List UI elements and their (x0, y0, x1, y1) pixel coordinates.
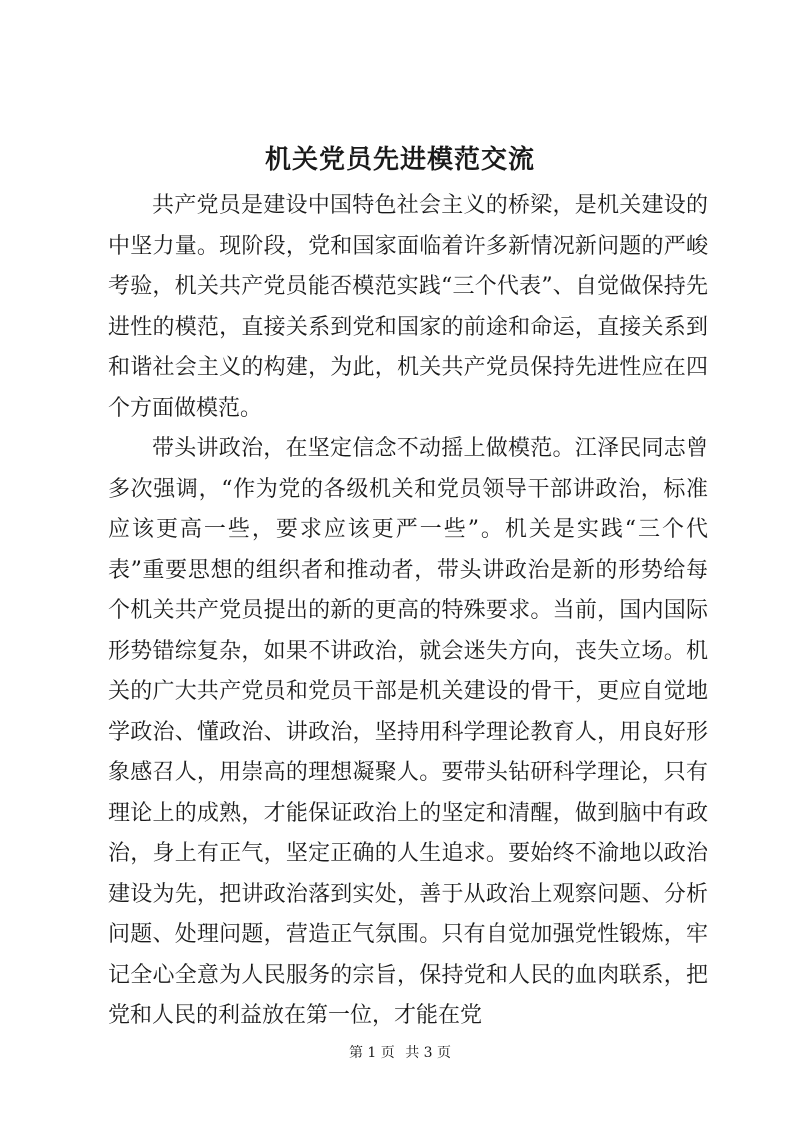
document-body (108, 186, 708, 1037)
paragraph: 共产党员是建设中国特色社会主义的桥梁，是机关建设的中坚力量。现阶段，党和国家面临着许多新情况新问题的严峻考验，机关共产党员能否模范实践“三个代表”、自觉做保持先进性的模范，直接关系到党和国家的前途和命运，直接关系到和谐社会主义的构建，为此，机关共产党员保持先进性应在四个方面做模范。 (108, 193, 708, 421)
document-title: 机关党员先进模范交流 (264, 145, 535, 175)
page-number: 第 1 页 (348, 1045, 395, 1061)
page-footer (0, 1043, 800, 1063)
paragraph: 带头讲政治，在坚定信念不动摇上做模范。江泽民同志曾多次强调，“作为党的各级机关和党员领导干部讲政治，标准应该更高一些，要求应该更严一些”。机关是实践“三个代表”重要思想的组织者和推动者，带头讲政治是新的形势给每个机关共产党员提出的新的更高的特殊要求。当前，国内国际形势错综复杂，如果不讲政治，就会迷失方向，丧失立场。机关的广大共产党员和党员干部是机关建设的骨干，更应自觉地学政治、懂政治、讲政治，坚持用科学理论教育人，用良好形象感召人，用崇高的理想凝聚人。要带头钻研科学理论，只有理论上的成熟，才能保证政治上的坚定和清醒，做到脑中有政治，身上有正气，坚定正确的人生追求。要始终不渝地以政治建设为先，把讲政治落到实处，善于从政治上观察问题、分析问题、处理问题，营造正气氛围。只有自觉加强党性锻炼，牢记全心全意为人民服务的宗旨，保持党和人民的血肉联系，把党和人民的利益放在第一位，才能在党 (108, 436, 708, 1028)
page-total: 共 3 页 (405, 1045, 452, 1061)
